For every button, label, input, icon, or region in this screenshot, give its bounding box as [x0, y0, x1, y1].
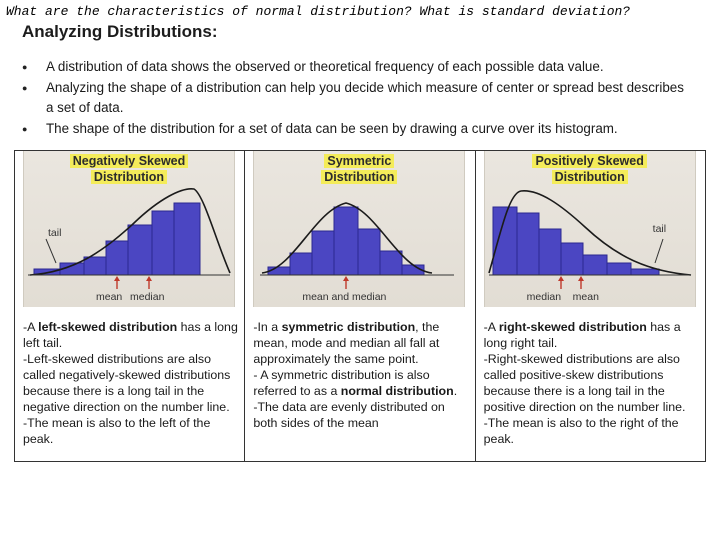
- desc-text: -A: [483, 320, 499, 334]
- histogram-bar: [380, 251, 402, 275]
- panel-title-line2: Distribution: [91, 170, 167, 184]
- desc-line-2: -Left-skewed distributions are also called negatively-skewed distributions because there is a long tail in the negative direction on the number line.: [23, 352, 231, 414]
- panel-title-line2: Distribution: [552, 170, 628, 184]
- desc-text: has a long left tail.: [23, 320, 238, 350]
- histogram-bar: [84, 257, 106, 275]
- desc-line-1: [253, 319, 469, 367]
- desc-line-3: -The mean is also to the right of the peak.: [483, 416, 679, 446]
- median-label: median: [526, 291, 562, 303]
- histogram-bar: [152, 211, 174, 275]
- mean-label: mean: [96, 291, 123, 303]
- mean-median-label: mean and median: [302, 291, 387, 303]
- histogram-bar: [290, 253, 312, 275]
- bullet-item: ● Analyzing the shape of a distribution can help you decide which measure of center or spread best describes a set of data.: [22, 78, 692, 118]
- panel-title-line2: Distribution: [321, 170, 397, 184]
- desc-term: right-skewed distribution: [498, 320, 647, 334]
- desc-line-3: -The data are evenly distributed on both sides of the mean: [253, 400, 445, 430]
- tail-pointer: [46, 239, 56, 263]
- bullet-item: ● A distribution of data shows the observed or theoretical frequency of each possible data value.: [22, 57, 692, 77]
- desc-term: normal distribution: [340, 384, 454, 398]
- desc-text: , the mean, mode and median all fall at approximately the same point.: [253, 320, 440, 366]
- histogram-bar: [631, 269, 659, 275]
- center-arrow-head: [343, 276, 349, 281]
- median-arrow-head: [558, 276, 564, 281]
- tail-label: tail: [48, 227, 62, 239]
- desc-text: - A symmetric distribution is also referred to as a: [253, 368, 430, 398]
- desc-text: has a long right tail.: [483, 320, 681, 350]
- desc-term: left-skewed distribution: [38, 320, 178, 334]
- bullet-list: [22, 57, 692, 140]
- panel-description: [253, 319, 469, 431]
- panel-title: [254, 153, 464, 185]
- distribution-comparison-table: [14, 150, 706, 462]
- histogram-bar: [583, 255, 607, 275]
- desc-line-3: -The mean is also to the left of the peak.: [23, 416, 211, 446]
- desc-line-2: [253, 367, 469, 399]
- tail-label: tail: [652, 223, 667, 235]
- panel-title: [24, 153, 234, 185]
- panel-title: [485, 153, 695, 185]
- positive-skew-histogram-photo: [484, 151, 696, 307]
- histogram-bar: [128, 225, 152, 275]
- histogram-bar: [358, 229, 380, 275]
- desc-line-1: [23, 319, 239, 351]
- histogram-bar: [517, 213, 539, 275]
- bullet-item: ● The shape of the distribution for a set of data can be seen by drawing a curve over its histogram.: [22, 119, 692, 139]
- desc-line-2: -Right-skewed distributions are also called positive-skew distributions because there is a long tail in the positive direction on the number line.: [483, 352, 686, 414]
- negative-skew-histogram-photo: [23, 151, 235, 307]
- panel-symmetric: [245, 151, 475, 461]
- histogram-bar: [334, 207, 358, 275]
- desc-line-1: [484, 319, 700, 351]
- tail-pointer: [655, 239, 663, 263]
- histogram-bar: [312, 231, 334, 275]
- histogram-bar: [106, 241, 128, 275]
- histogram-bar: [539, 229, 561, 275]
- desc-text: -In a: [253, 320, 282, 334]
- section-heading: Analyzing Distributions:: [22, 22, 218, 41]
- desc-text: -A: [23, 320, 39, 334]
- panel-title-line1: Positively Skewed: [532, 154, 646, 168]
- panel-positive-skew: [476, 151, 705, 461]
- median-label: median: [130, 291, 165, 303]
- desc-text: .: [453, 384, 458, 398]
- question-header: What are the characteristics of normal distribution? What is standard deviation?: [6, 4, 631, 19]
- desc-term: symmetric distribution: [281, 320, 416, 334]
- mean-arrow-head: [578, 276, 584, 281]
- histogram-bar: [561, 243, 583, 275]
- panel-negative-skew: [15, 151, 245, 461]
- panel-description: [484, 319, 700, 447]
- median-arrow-head: [146, 276, 152, 281]
- mean-label: mean: [572, 291, 599, 303]
- mean-arrow-head: [114, 276, 120, 281]
- panel-title-line1: Negatively Skewed: [70, 154, 189, 168]
- histogram-bar: [174, 203, 200, 275]
- histogram-bar: [607, 263, 631, 275]
- panel-description: [23, 319, 239, 447]
- panel-title-line1: Symmetric: [324, 154, 394, 168]
- symmetric-histogram-photo: [253, 151, 465, 307]
